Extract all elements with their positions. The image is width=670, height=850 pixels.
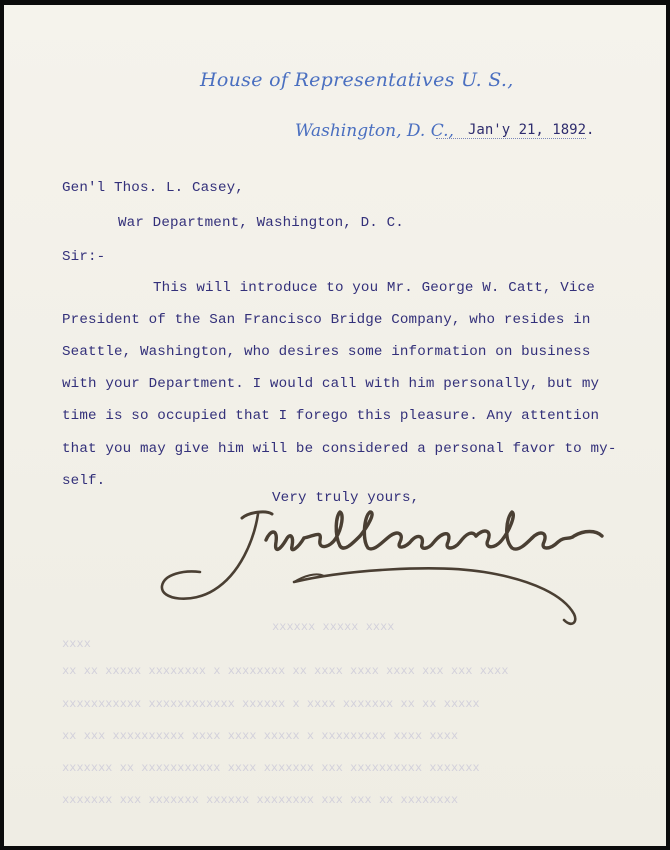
- body-line: time is so occupied that I forego this pleasure. Any attention: [62, 408, 600, 424]
- address-recipient: Gen'l Thos. L. Casey,: [62, 180, 244, 196]
- salutation: Sir:-: [62, 249, 106, 265]
- bleed-through: xxxxxxx xxxxxxxxxx xxx xxxxxxx xxxx xxxxxxxxxxx xx xxxxxxx: [62, 761, 480, 775]
- date-rule: [436, 138, 586, 139]
- bleed-through: xxxxxxxx xx xxx xxx xxxxxxxx xxxxxx xxxxxxx xxx xxxxxxx: [62, 793, 459, 807]
- letter-date: Jan'y 21, 1892.: [468, 122, 595, 138]
- address-department: War Department, Washington, D. C.: [118, 215, 404, 231]
- bleed-through: xxxxx xx xx xxxxxxx xxxx x xxxxxx xxxxxxxxxxxx xxxxxxxxxxx: [62, 697, 480, 711]
- bleed-through: xxxx xxx xxx xxxx xxxx xxxx xx xxxxxxxx x xxxxxxxx xxxxx xx xx: [62, 664, 509, 678]
- body-line: with your Department. I would call with him personally, but my: [62, 376, 600, 392]
- letter-page: [4, 5, 666, 846]
- body-line: This will introduce to you Mr. George W. Catt, Vice: [153, 280, 595, 296]
- body-line: Seattle, Washington, who desires some information on business: [62, 344, 591, 360]
- bleed-through: xxxx: [62, 637, 91, 651]
- handwritten-signature: [154, 500, 624, 640]
- body-line: President of the San Francisco Bridge Company, who resides in: [62, 312, 591, 328]
- body-line: self.: [62, 473, 106, 489]
- bleed-through: xxxx xxxxx xxxxxx: [272, 620, 395, 634]
- closing: Very truly yours,: [272, 490, 420, 506]
- letterhead-title: House of Representatives U. S.,: [200, 69, 514, 91]
- body-line: that you may give him will be considered a personal favor to my-: [62, 441, 617, 457]
- letterhead-place: Washington, D. C.,: [295, 121, 454, 141]
- bleed-through: xxxx xxxx xxxxxxxxx x xxxxx xxxx xxxx xxxxxxxxxx xxx xx: [62, 729, 459, 743]
